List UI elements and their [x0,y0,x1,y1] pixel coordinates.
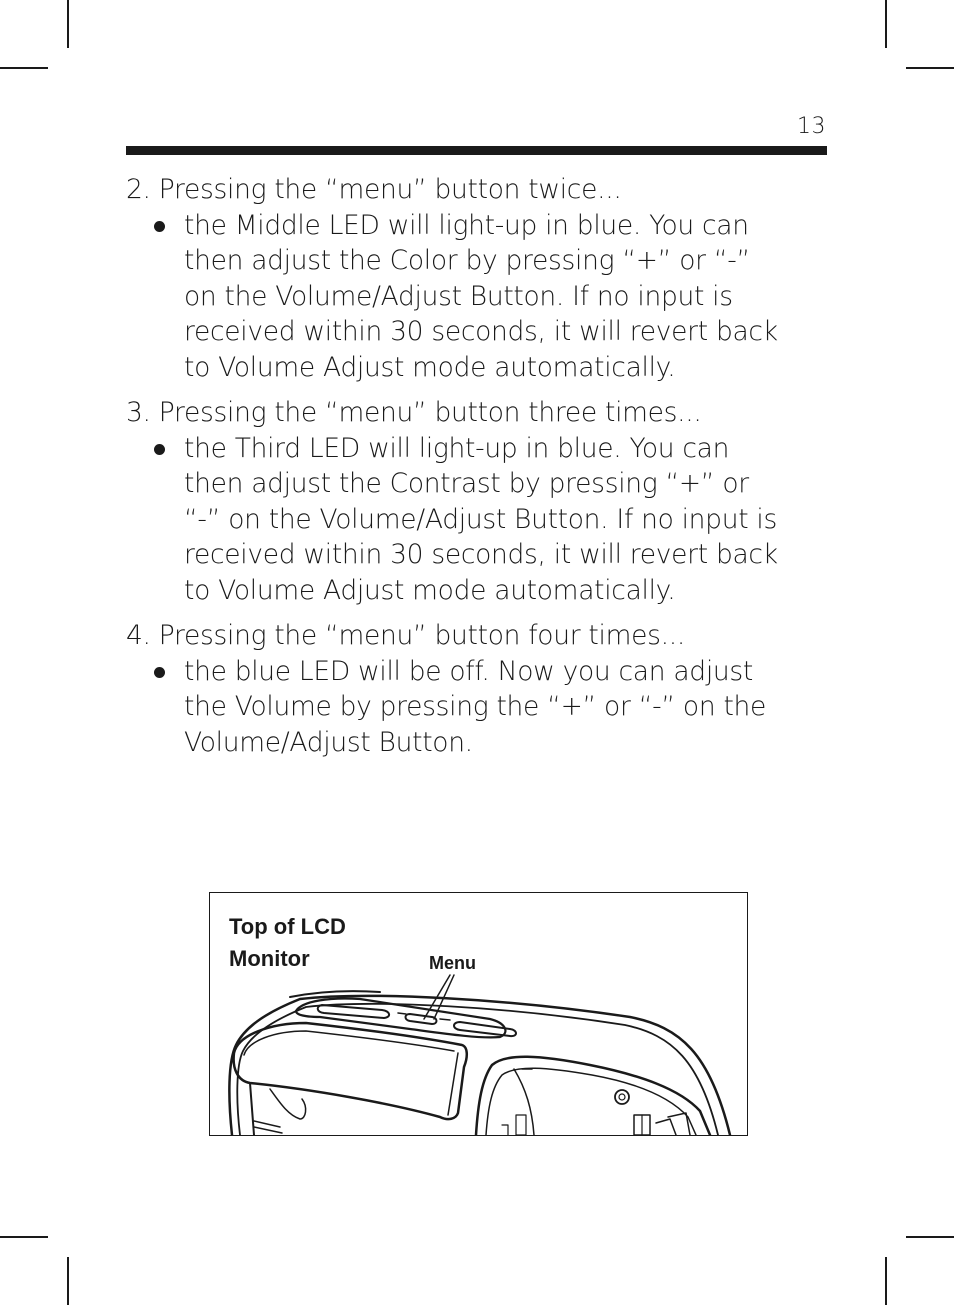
bullet-line: then adjust the Contrast by pressing “+” or [184,468,749,499]
instruction-steps [126,172,816,770]
crop-mark-bottom-left-horizontal [0,1236,48,1238]
bullet-line: received within 30 seconds, it will revert back [184,539,778,570]
lcd-monitor-figure [209,892,748,1136]
menu-callout-label: Menu [429,953,476,973]
crop-mark-top-left-vertical [67,0,69,48]
lcd-monitor-top-icon [210,893,747,1135]
bullet-line: the blue LED will be off. Now you can adjust [184,655,753,687]
bullet-line: the Third LED will light-up in blue. You can [184,432,730,464]
crop-mark-bottom-right-horizontal [906,1236,954,1238]
step-heading: 4. Pressing the “menu” button four times... [126,620,685,651]
bullet-line: to Volume Adjust mode automatically. [184,351,676,383]
step-item [126,618,816,760]
step-bullet [126,654,816,761]
step-heading: 2. Pressing the “menu” button twice... [126,174,622,205]
bullet-text [184,431,816,609]
crop-mark-top-right-horizontal [906,67,954,69]
figure-title-line: Monitor [229,946,310,971]
bullet-dot-icon [154,444,165,455]
bullet-text [184,654,816,761]
bullet-line: received within 30 seconds, it will revert back [184,316,778,347]
step-bullet [126,208,816,386]
crop-mark-bottom-left-vertical [67,1257,69,1305]
bullet-dot-icon [154,221,165,232]
figure-title-line: Top of LCD [229,914,346,939]
page-number: 13 [797,114,826,139]
bullet-line: the Volume by pressing the “+” or “-” on the [184,691,767,722]
bullet-line: the Middle LED will light-up in blue. You can [184,209,749,241]
bullet-dot-icon [154,667,165,678]
bullet-line: to Volume Adjust mode automatically. [184,574,676,606]
bullet-line: on the Volume/Adjust Button. If no input is [184,280,733,312]
bullet-text [184,208,816,386]
crop-mark-top-right-vertical [885,0,887,48]
header-rule [126,146,827,155]
crop-mark-bottom-right-vertical [885,1257,887,1305]
bullet-line: Volume/Adjust Button. [184,726,473,758]
bullet-line: “-” on the Volume/Adjust Button. If no input is [184,503,777,535]
step-heading: 3. Pressing the “menu” button three times... [126,397,702,428]
step-item [126,172,816,385]
step-item [126,395,816,608]
bullet-line: then adjust the Color by pressing “+” or “-” [184,245,750,276]
crop-mark-top-left-horizontal [0,67,48,69]
step-bullet [126,431,816,609]
